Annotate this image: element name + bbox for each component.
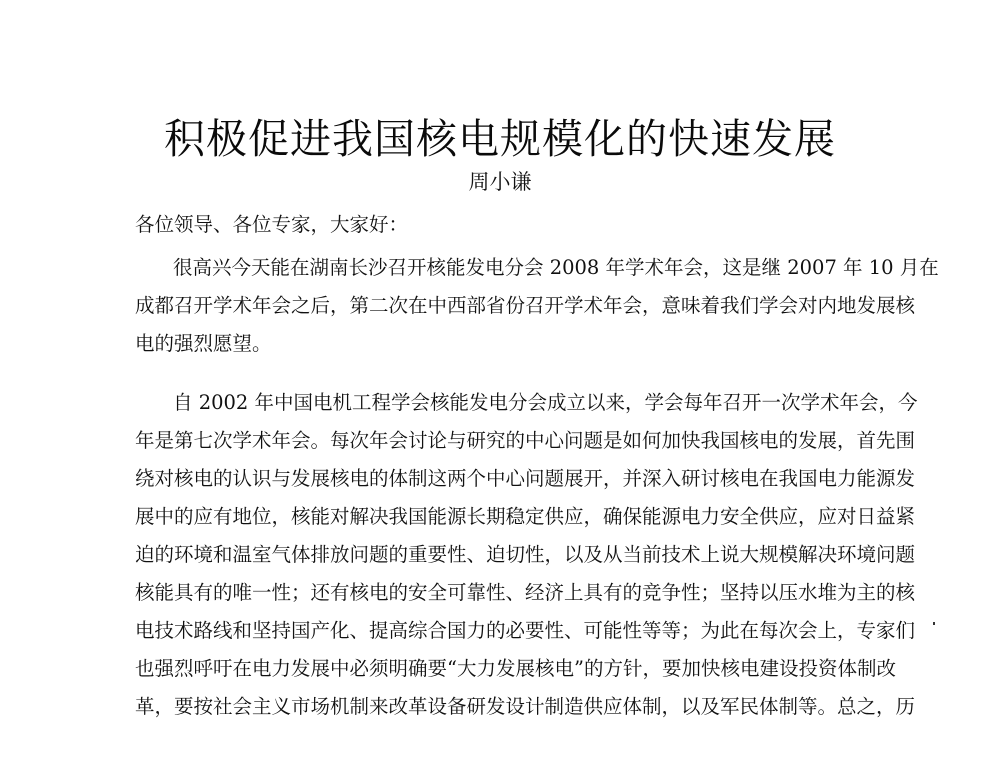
paragraph-2-line-4: 展中的应有地位，核能对解决我国能源长期稳定供应，确保能源电力安全供应，应对日益紧 xyxy=(135,505,916,528)
paragraph-2-line-8: 也强烈呼吁在电力发展中必须明确要“大力发展核电”的方针，要加快核电建设投资体制改 xyxy=(135,657,896,680)
paragraph-2-line-9: 革，要按社会主义市场机制来改革设备研发设计制造供应体制，以及军民体制等。总之，历 xyxy=(135,695,916,718)
paragraph-2-line-3: 绕对核电的认识与发展核电的体制这两个中心问题展开，并深入研讨核电在我国电力能源发 xyxy=(135,467,916,490)
paragraph-1-line-2: 成都召开学术年会之后，第二次在中西部省份召开学术年会，意味着我们学会对内地发展核 xyxy=(135,294,916,317)
paragraph-2-line-7: 电技术路线和坚持国产化、提高综合国力的必要性、可能性等等；为此在每次会上，专家们 xyxy=(135,619,916,642)
paragraph-2-line-2: 年是第七次学术年会。每次年会讨论与研究的中心问题是如何加快我国核电的发展，首先围 xyxy=(135,429,916,452)
paragraph-1-line-3: 电的强烈愿望。 xyxy=(135,332,272,355)
document-author: 周小谦 xyxy=(468,170,532,194)
paragraph-2-line-6: 核能具有的唯一性；还有核电的安全可靠性、经济上具有的竞争性；坚持以压水堆为主的核 xyxy=(135,581,916,604)
scan-speck xyxy=(933,622,935,625)
salutation: 各位领导、各位专家，大家好： xyxy=(135,213,409,236)
paragraph-1-line-1: 很高兴今天能在湖南长沙召开核能发电分会 2008 年学术年会，这是继 2007 年 10 月在 xyxy=(173,256,939,279)
document-title: 积极促进我国核电规模化的快速发展 xyxy=(164,115,836,163)
paragraph-2-line-1: 自 2002 年中国电机工程学会核能发电分会成立以来，学会每年召开一次学术年会，今 xyxy=(173,391,918,414)
paragraph-2-line-5: 迫的环境和温室气体排放问题的重要性、迫切性，以及从当前技术上说大规模解决环境问题 xyxy=(135,543,916,566)
